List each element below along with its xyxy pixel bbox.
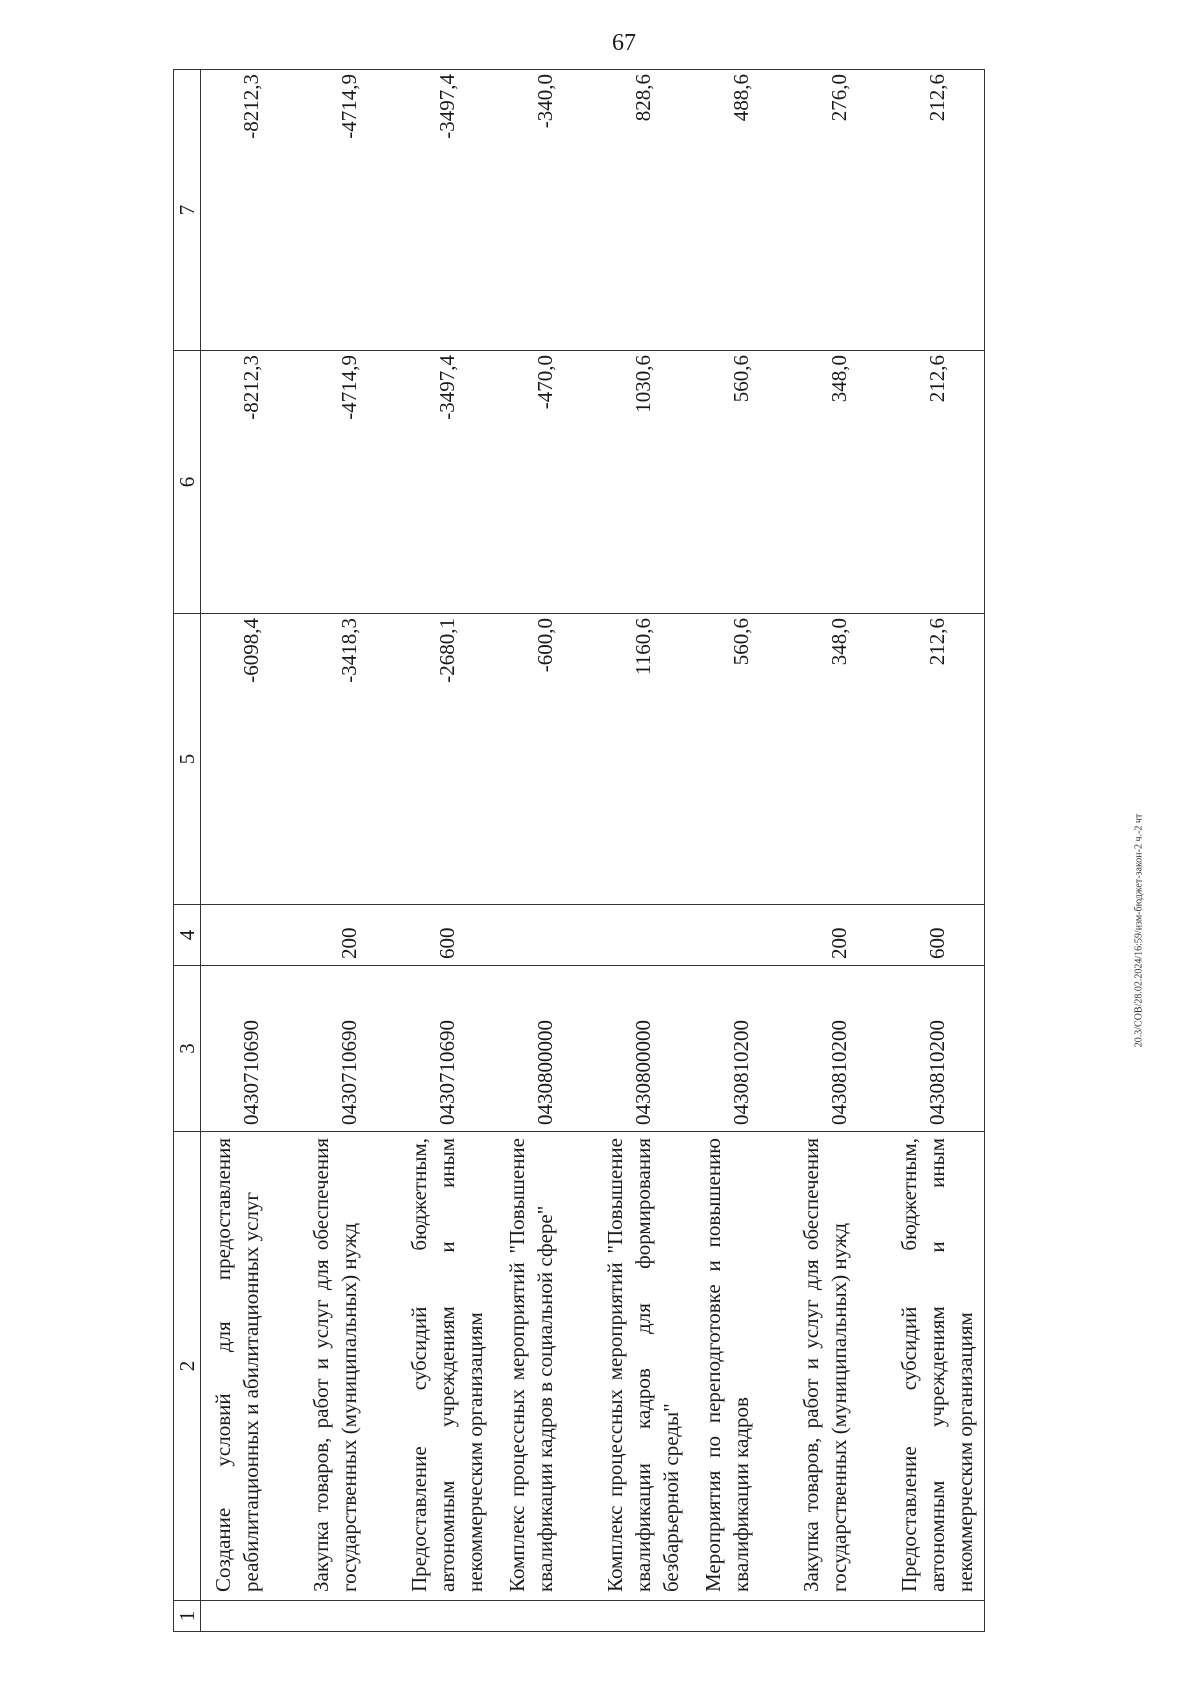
table-row — [299, 70, 397, 1632]
row-value-5: 212,6 — [887, 614, 985, 905]
table-row — [593, 70, 691, 1632]
row-value-6: 348,0 — [789, 351, 887, 614]
page-number: 67 — [612, 30, 636, 56]
file-code-text: 20.3/СОВ/28.02.2024/16:59/изм-бюджет-закон-2 ч.-2 чт — [1133, 813, 1145, 1047]
row-code: 0430710690 — [397, 966, 495, 1132]
row-value-7: 276,0 — [789, 70, 887, 351]
row-code: 0430710690 — [299, 966, 397, 1132]
cell-col-1 — [495, 1601, 593, 1632]
row-name: Создание условий для предоставления реабилитационных и абилитационных услуг — [201, 1132, 299, 1601]
header-col-3: 3 — [174, 966, 201, 1132]
table-row — [691, 70, 789, 1632]
header-col-4: 4 — [174, 905, 201, 966]
row-name: Предоставление субсидий бюджетным, автономным учреждениям и иным некоммерческим организациям — [397, 1132, 495, 1601]
header-col-1: 1 — [174, 1601, 201, 1632]
row-code: 0430710690 — [201, 966, 299, 1132]
header-row — [174, 70, 201, 1632]
row-name: Мероприятия по переподготовке и повышению квалификации кадров — [691, 1132, 789, 1601]
row-type — [495, 905, 593, 966]
row-value-5: -2680,1 — [397, 614, 495, 905]
row-value-7: 212,6 — [887, 70, 985, 351]
row-value-7: 488,6 — [691, 70, 789, 351]
cell-col-1 — [887, 1601, 985, 1632]
row-code: 0430800000 — [593, 966, 691, 1132]
header-col-5: 5 — [174, 614, 201, 905]
rotated-table-container — [173, 74, 1083, 1632]
row-code: 0430810200 — [691, 966, 789, 1132]
cell-col-1 — [201, 1601, 299, 1632]
row-type: 200 — [789, 905, 887, 966]
row-value-5: -6098,4 — [201, 614, 299, 905]
row-name: Закупка товаров, работ и услуг для обеспечения государственных (муниципальных) нужд — [299, 1132, 397, 1601]
row-value-6: 1030,6 — [593, 351, 691, 614]
budget-table — [173, 69, 985, 1632]
row-type — [691, 905, 789, 966]
table-row — [495, 70, 593, 1632]
row-value-7: -8212,3 — [201, 70, 299, 351]
row-value-5: 1160,6 — [593, 614, 691, 905]
row-value-5: -600,0 — [495, 614, 593, 905]
row-name: Закупка товаров, работ и услуг для обеспечения государственных (муниципальных) нужд — [789, 1132, 887, 1601]
file-code-footer — [1128, 580, 1150, 1280]
cell-col-1 — [691, 1601, 789, 1632]
row-code: 0430800000 — [495, 966, 593, 1132]
row-type — [593, 905, 691, 966]
cell-col-1 — [789, 1601, 887, 1632]
row-type — [201, 905, 299, 966]
row-value-5: -3418,3 — [299, 614, 397, 905]
table-row — [201, 70, 299, 1632]
row-value-7: 828,6 — [593, 70, 691, 351]
cell-col-1 — [397, 1601, 495, 1632]
row-name: Предоставление субсидий бюджетным, автономным учреждениям и иным некоммерческим организациям — [887, 1132, 985, 1601]
row-value-6: -4714,9 — [299, 351, 397, 614]
row-value-7: -4714,9 — [299, 70, 397, 351]
row-code: 0430810200 — [789, 966, 887, 1132]
row-value-7: -3497,4 — [397, 70, 495, 351]
row-type: 200 — [299, 905, 397, 966]
row-type: 600 — [397, 905, 495, 966]
row-value-5: 348,0 — [789, 614, 887, 905]
header-col-6: 6 — [174, 351, 201, 614]
row-type: 600 — [887, 905, 985, 966]
table-row — [789, 70, 887, 1632]
row-value-7: -340,0 — [495, 70, 593, 351]
row-value-6: 560,6 — [691, 351, 789, 614]
row-name: Комплекс процессных мероприятий "Повышение квалификации кадров для формирования безбарьерной среды" — [593, 1132, 691, 1601]
header-col-7: 7 — [174, 70, 201, 351]
header-col-2: 2 — [174, 1132, 201, 1601]
row-value-6: 212,6 — [887, 351, 985, 614]
row-value-6: -8212,3 — [201, 351, 299, 614]
row-code: 0430810200 — [887, 966, 985, 1132]
row-value-5: 560,6 — [691, 614, 789, 905]
row-name: Комплекс процессных мероприятий "Повышение квалификации кадров в социальной сфере" — [495, 1132, 593, 1601]
row-value-6: -3497,4 — [397, 351, 495, 614]
table-row — [397, 70, 495, 1632]
cell-col-1 — [593, 1601, 691, 1632]
cell-col-1 — [299, 1601, 397, 1632]
row-value-6: -470,0 — [495, 351, 593, 614]
table-row — [887, 70, 985, 1632]
